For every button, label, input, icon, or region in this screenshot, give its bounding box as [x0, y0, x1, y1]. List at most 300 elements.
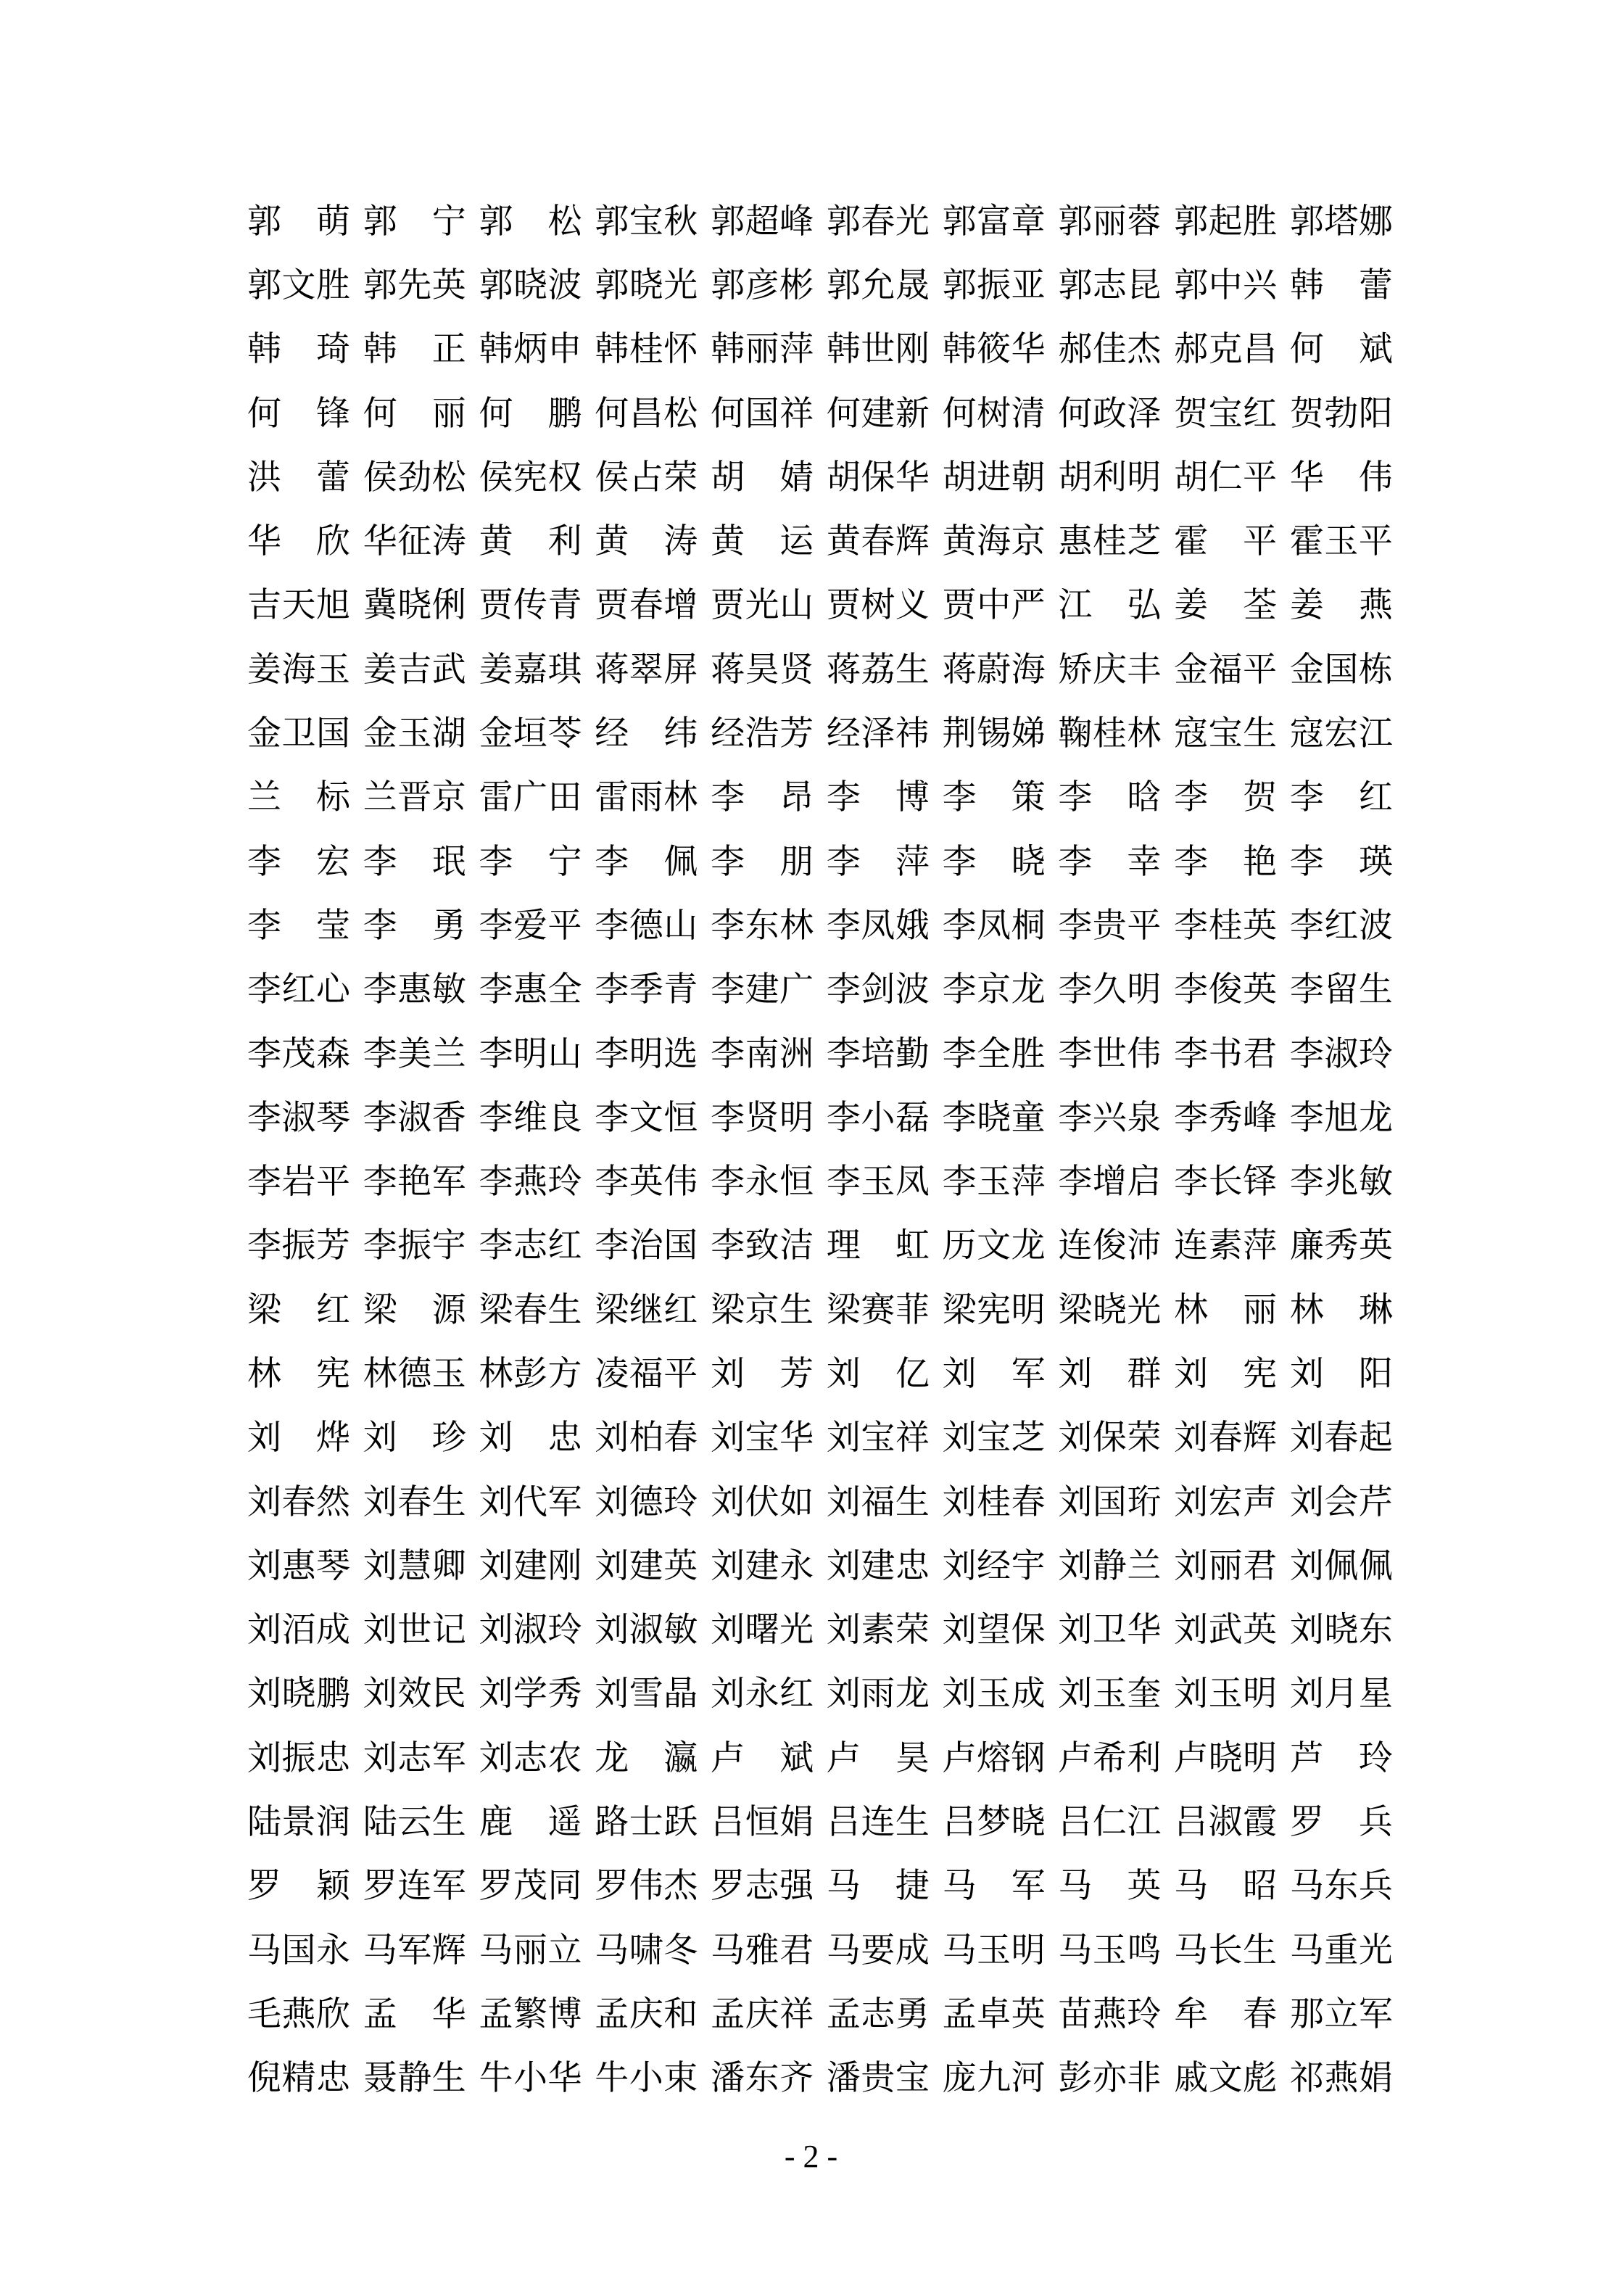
name-row: [247, 894, 1393, 958]
person-name: 毛 燕 欣: [247, 1995, 350, 2033]
person-name: 刘 振 忠: [247, 1739, 350, 1777]
person-name: 牟 春: [1174, 1995, 1278, 2033]
person-name: 李 明 选: [595, 1035, 698, 1073]
person-name: 罗 志 强: [711, 1867, 814, 1906]
person-name: 孟 繁 博: [479, 1995, 582, 2033]
person-name: 贺 勃 阳: [1289, 395, 1393, 433]
person-name: 吕 仁 江: [1058, 1804, 1162, 1842]
person-name: 荆 锡 娣: [942, 715, 1046, 753]
person-name: 金 国 栋: [1289, 651, 1393, 689]
name-row: [247, 959, 1393, 1023]
person-name: 韩 桂 怀: [595, 331, 698, 369]
person-name: 潘 贵 宝: [826, 2060, 930, 2098]
person-name: 李 永 恒: [711, 1163, 814, 1202]
name-row: [247, 1023, 1393, 1086]
person-name: 李 萍: [826, 843, 930, 881]
person-name: 刘 建 英: [595, 1547, 698, 1585]
name-row: [247, 1535, 1393, 1598]
person-name: 刘 志 农: [479, 1739, 582, 1777]
person-name: 卢 熔 钢: [942, 1739, 1046, 1777]
person-name: 刘 惠 琴: [247, 1547, 350, 1585]
person-name: 马 雅 君: [711, 1931, 814, 1970]
person-name: 李 艳: [1174, 843, 1278, 881]
person-name: 黄 海 京: [942, 523, 1046, 561]
person-name: 霍 平: [1174, 523, 1278, 561]
person-name: 刘 会 芹: [1289, 1483, 1393, 1521]
person-name: 刘 宝 祥: [826, 1419, 930, 1458]
person-name: 吕 淑 霞: [1174, 1804, 1278, 1842]
person-name: 刘 宏 声: [1174, 1483, 1278, 1521]
person-name: 梁 春 生: [479, 1291, 582, 1329]
person-name: 连 素 萍: [1174, 1227, 1278, 1265]
name-row: [247, 702, 1393, 766]
person-name: 李 季 青: [595, 971, 698, 1009]
person-name: 刘 春 起: [1289, 1419, 1393, 1458]
person-name: 戚 文 彪: [1174, 2060, 1278, 2098]
name-row: [247, 1791, 1393, 1854]
person-name: 牛 小 华: [479, 2060, 582, 2098]
person-name: 刘 玉 成: [942, 1675, 1046, 1714]
name-grid: [247, 190, 1393, 2111]
person-name: 李 茂 森: [247, 1035, 350, 1073]
person-name: 刘 丽 君: [1174, 1547, 1278, 1585]
person-name: 李 世 伟: [1058, 1035, 1162, 1073]
person-name: 贾 传 青: [479, 587, 582, 625]
person-name: 刘 素 荣: [826, 1611, 930, 1650]
person-name: 金 福 平: [1174, 651, 1278, 689]
person-name: 刘 望 保: [942, 1611, 1046, 1650]
person-name: 李 久 明: [1058, 971, 1162, 1009]
person-name: 刘 伏 如: [711, 1483, 814, 1521]
person-name: 卢 昊: [826, 1739, 930, 1777]
person-name: 马 啸 冬: [595, 1931, 698, 1970]
person-name: 梁 赛 菲: [826, 1291, 930, 1329]
person-name: 冀 晓 俐: [363, 587, 466, 625]
person-name: 刘 学 秀: [479, 1675, 582, 1714]
person-name: 李 小 磊: [826, 1099, 930, 1137]
person-name: 郭 起 胜: [1174, 202, 1278, 241]
person-name: 李 惠 敏: [363, 971, 466, 1009]
person-name: 刘 代 军: [479, 1483, 582, 1521]
person-name: 李 晓 童: [942, 1099, 1046, 1137]
person-name: 蒋 昊 贤: [711, 651, 814, 689]
person-name: 蒋 蔚 海: [942, 651, 1046, 689]
person-name: 经 纬: [595, 715, 698, 753]
name-row: [247, 1599, 1393, 1663]
person-name: 刘 建 刚: [479, 1547, 582, 1585]
person-name: 刘 保 荣: [1058, 1419, 1162, 1458]
person-name: 贾 中 严: [942, 587, 1046, 625]
person-name: 何 树 清: [942, 395, 1046, 433]
person-name: 雷 雨 林: [595, 779, 698, 817]
person-name: 李 振 宇: [363, 1227, 466, 1265]
name-row: [247, 382, 1393, 446]
person-name: 马 玉 鸣: [1058, 1931, 1162, 1970]
person-name: 刘 宪: [1174, 1355, 1278, 1393]
person-name: 惠 桂 芝: [1058, 523, 1162, 561]
person-name: 刘 雪 晶: [595, 1675, 698, 1714]
person-name: 郭 振 亚: [942, 266, 1046, 305]
person-name: 郭 宁: [363, 202, 466, 241]
person-name: 韩 筱 华: [942, 331, 1046, 369]
person-name: 刘 群: [1058, 1355, 1162, 1393]
person-name: 华 欣: [247, 523, 350, 561]
person-name: 贾 树 义: [826, 587, 930, 625]
person-name: 李 燕 玲: [479, 1163, 582, 1202]
person-name: 李 昂: [711, 779, 814, 817]
person-name: 刘 春 然: [247, 1483, 350, 1521]
person-name: 韩 炳 申: [479, 331, 582, 369]
person-name: 李 德 山: [595, 907, 698, 945]
person-name: 李 兆 敏: [1289, 1163, 1393, 1202]
person-name: 韩 丽 萍: [711, 331, 814, 369]
person-name: 黄 涛: [595, 523, 698, 561]
person-name: 刘 静 兰: [1058, 1547, 1162, 1585]
person-name: 庞 九 河: [942, 2060, 1046, 2098]
person-name: 黄 利: [479, 523, 582, 561]
person-name: 马 国 永: [247, 1931, 350, 1970]
person-name: 兰 标: [247, 779, 350, 817]
person-name: 刘 忠: [479, 1419, 582, 1458]
person-name: 林 琳: [1289, 1291, 1393, 1329]
person-name: 马 东 兵: [1289, 1867, 1393, 1906]
person-name: 韩 蕾: [1289, 266, 1393, 305]
person-name: 兰 晋 京: [363, 779, 466, 817]
person-name: 李 淑 琴: [247, 1099, 350, 1137]
name-row: [247, 638, 1393, 702]
person-name: 卢 斌: [711, 1739, 814, 1777]
person-name: 郭 彦 彬: [711, 266, 814, 305]
name-row: [247, 1919, 1393, 1983]
person-name: 李 淑 香: [363, 1099, 466, 1137]
name-row: [247, 254, 1393, 318]
name-row: [247, 2047, 1393, 2111]
name-row: [247, 574, 1393, 638]
person-name: 马 重 光: [1289, 1931, 1393, 1970]
person-name: 马 长 生: [1174, 1931, 1278, 1970]
person-name: 刘 效 民: [363, 1675, 466, 1714]
person-name: 李 博: [826, 779, 930, 817]
person-name: 李 全 胜: [942, 1035, 1046, 1073]
person-name: 马 军: [942, 1867, 1046, 1906]
person-name: 李 留 生: [1289, 971, 1393, 1009]
person-name: 何 锋: [247, 395, 350, 433]
person-name: 郭 富 章: [942, 202, 1046, 241]
person-name: 刘 军: [942, 1355, 1046, 1393]
person-name: 马 玉 明: [942, 1931, 1046, 1970]
person-name: 鞠 桂 林: [1058, 715, 1162, 753]
person-name: 孟 华: [363, 1995, 466, 2033]
person-name: 李 爱 平: [479, 907, 582, 945]
page-number: - 2 -: [784, 2139, 838, 2174]
name-row: [247, 767, 1393, 830]
person-name: 马 捷: [826, 1867, 930, 1906]
person-name: 孟 志 勇: [826, 1995, 930, 2033]
person-name: 林 宪: [247, 1355, 350, 1393]
name-row: [247, 1471, 1393, 1535]
person-name: 胡 保 华: [826, 458, 930, 497]
person-name: 廉 秀 英: [1289, 1227, 1393, 1265]
person-name: 蒋 荔 生: [826, 651, 930, 689]
person-name: 李 惠 全: [479, 971, 582, 1009]
person-name: 李 培 勤: [826, 1035, 930, 1073]
person-name: 刘 晓 鹏: [247, 1675, 350, 1714]
person-name: 李 宏: [247, 843, 350, 881]
person-name: 吕 恒 娟: [711, 1804, 814, 1842]
person-name: 刘 芳: [711, 1355, 814, 1393]
person-name: 侯 劲 松: [363, 458, 466, 497]
person-name: 李 贺: [1174, 779, 1278, 817]
person-name: 李 红: [1289, 779, 1393, 817]
person-name: 李 书 君: [1174, 1035, 1278, 1073]
person-name: 连 俊 沛: [1058, 1227, 1162, 1265]
person-name: 郭 春 光: [826, 202, 930, 241]
person-name: 李 凤 桐: [942, 907, 1046, 945]
person-name: 刘 玉 奎: [1058, 1675, 1162, 1714]
person-name: 何 政 泽: [1058, 395, 1162, 433]
person-name: 郭 文 胜: [247, 266, 350, 305]
person-name: 李 玉 萍: [942, 1163, 1046, 1202]
person-name: 李 莹: [247, 907, 350, 945]
person-name: 李 玉 凤: [826, 1163, 930, 1202]
person-name: 李 晓: [942, 843, 1046, 881]
person-name: 李 珉: [363, 843, 466, 881]
person-name: 胡 进 朝: [942, 458, 1046, 497]
person-name: 李 致 洁: [711, 1227, 814, 1265]
person-name: 李 维 良: [479, 1099, 582, 1137]
name-row: [247, 1342, 1393, 1406]
person-name: 何 昌 松: [595, 395, 698, 433]
person-name: 李 贤 明: [711, 1099, 814, 1137]
person-name: 郭 志 昆: [1058, 266, 1162, 305]
person-name: 刘 珍: [363, 1419, 466, 1458]
name-row: [247, 1279, 1393, 1342]
person-name: 马 军 辉: [363, 1931, 466, 1970]
person-name: 刘 雨 龙: [826, 1675, 930, 1714]
person-name: 郭 中 兴: [1174, 266, 1278, 305]
person-name: 刘 佩 佩: [1289, 1547, 1393, 1585]
name-row: [247, 1150, 1393, 1214]
person-name: 李 朋: [711, 843, 814, 881]
name-row: [247, 1727, 1393, 1791]
person-name: 马 英: [1058, 1867, 1162, 1906]
person-name: 李 治 国: [595, 1227, 698, 1265]
person-name: 姜 嘉 琪: [479, 651, 582, 689]
person-name: 刘 经 宇: [942, 1547, 1046, 1585]
person-name: 郝 克 昌: [1174, 331, 1278, 369]
person-name: 李 佩: [595, 843, 698, 881]
person-name: 李 晗: [1058, 779, 1162, 817]
person-name: 梁 京 生: [711, 1291, 814, 1329]
name-row: [247, 1215, 1393, 1279]
person-name: 刘 玉 明: [1174, 1675, 1278, 1714]
person-name: 吕 梦 晓: [942, 1804, 1046, 1842]
person-name: 刘 国 珩: [1058, 1483, 1162, 1521]
person-name: 何 建 新: [826, 395, 930, 433]
person-name: 卢 晓 明: [1174, 1739, 1278, 1777]
person-name: 姜 燕: [1289, 587, 1393, 625]
person-name: 李 幸: [1058, 843, 1162, 881]
person-name: 李 凤 娥: [826, 907, 930, 945]
person-name: 郭 允 晟: [826, 266, 930, 305]
person-name: 牛 小 束: [595, 2060, 698, 2098]
person-name: 林 丽: [1174, 1291, 1278, 1329]
person-name: 刘 宝 华: [711, 1419, 814, 1458]
person-name: 祁 燕 娟: [1289, 2060, 1393, 2098]
person-name: 李 宁: [479, 843, 582, 881]
person-name: 聂 静 生: [363, 2060, 466, 2098]
person-name: 刘 德 玲: [595, 1483, 698, 1521]
person-name: 马 要 成: [826, 1931, 930, 1970]
person-name: 华 伟: [1289, 458, 1393, 497]
person-name: 侯 宪 权: [479, 458, 582, 497]
person-name: 梁 宪 明: [942, 1291, 1046, 1329]
person-name: 李 剑 波: [826, 971, 930, 1009]
person-name: 李 英 伟: [595, 1163, 698, 1202]
person-name: 郭 超 峰: [711, 202, 814, 241]
person-name: 李 志 红: [479, 1227, 582, 1265]
person-name: 郭 塔 娜: [1289, 202, 1393, 241]
person-name: 梁 源: [363, 1291, 466, 1329]
person-name: 刘 淑 玲: [479, 1611, 582, 1650]
person-name: 李 兴 泉: [1058, 1099, 1162, 1137]
person-name: 寇 宏 江: [1289, 715, 1393, 753]
person-name: 郭 先 英: [363, 266, 466, 305]
person-name: 李 长 铎: [1174, 1163, 1278, 1202]
person-name: 金 玉 湖: [363, 715, 466, 753]
person-name: 韩 世 刚: [826, 331, 930, 369]
person-name: 刘 桂 春: [942, 1483, 1046, 1521]
person-name: 梁 继 红: [595, 1291, 698, 1329]
person-name: 刘 卫 华: [1058, 1611, 1162, 1650]
person-name: 吉 天 旭: [247, 587, 350, 625]
person-name: 刘 洦 成: [247, 1611, 350, 1650]
name-row: [247, 1086, 1393, 1150]
person-name: 李 桂 英: [1174, 907, 1278, 945]
person-name: 那 立 军: [1289, 1995, 1393, 2033]
person-name: 何 鹏: [479, 395, 582, 433]
person-name: 罗 茂 同: [479, 1867, 582, 1906]
person-name: 李 文 恒: [595, 1099, 698, 1137]
person-name: 刘 世 记: [363, 1611, 466, 1650]
person-name: 刘 阳: [1289, 1355, 1393, 1393]
person-name: 彭 亦 非: [1058, 2060, 1162, 2098]
person-name: 李 瑛: [1289, 843, 1393, 881]
person-name: 李 勇: [363, 907, 466, 945]
person-name: 李 岩 平: [247, 1163, 350, 1202]
person-name: 刘 福 生: [826, 1483, 930, 1521]
person-name: 李 艳 军: [363, 1163, 466, 1202]
person-name: 李 旭 龙: [1289, 1099, 1393, 1137]
person-name: 金 卫 国: [247, 715, 350, 753]
person-name: 黄 春 辉: [826, 523, 930, 561]
person-name: 刘 月 星: [1289, 1675, 1393, 1714]
person-name: 郭 宝 秋: [595, 202, 698, 241]
name-row: [247, 318, 1393, 382]
person-name: 历 文 龙: [942, 1227, 1046, 1265]
person-name: 刘 春 生: [363, 1483, 466, 1521]
person-name: 路 士 跃: [595, 1804, 698, 1842]
name-row: [247, 830, 1393, 894]
person-name: 矫 庆 丰: [1058, 651, 1162, 689]
name-row: [247, 1663, 1393, 1727]
person-name: 刘 亿: [826, 1355, 930, 1393]
person-name: 李 秀 峰: [1174, 1099, 1278, 1137]
person-name: 苗 燕 玲: [1058, 1995, 1162, 2033]
person-name: 江 弘: [1058, 587, 1162, 625]
person-name: 李 京 龙: [942, 971, 1046, 1009]
person-name: 郭 晓 光: [595, 266, 698, 305]
person-name: 李 贵 平: [1058, 907, 1162, 945]
person-name: 何 斌: [1289, 331, 1393, 369]
person-name: 孟 庆 和: [595, 1995, 698, 2033]
person-name: 姜 海 玉: [247, 651, 350, 689]
person-name: 李 东 林: [711, 907, 814, 945]
person-name: 马 昭: [1174, 1867, 1278, 1906]
person-name: 华 征 涛: [363, 523, 466, 561]
person-name: 李 振 芳: [247, 1227, 350, 1265]
name-row: [247, 1983, 1393, 2047]
person-name: 罗 伟 杰: [595, 1867, 698, 1906]
person-name: 经 泽 祎: [826, 715, 930, 753]
name-row: [247, 190, 1393, 254]
person-name: 姜 吉 武: [363, 651, 466, 689]
name-row: [247, 1407, 1393, 1471]
person-name: 刘 志 军: [363, 1739, 466, 1777]
person-name: 卢 希 利: [1058, 1739, 1162, 1777]
person-name: 李 策: [942, 779, 1046, 817]
person-name: 韩 琦: [247, 331, 350, 369]
person-name: 郭 丽 蓉: [1058, 202, 1162, 241]
person-name: 李 红 心: [247, 971, 350, 1009]
person-name: 梁 红: [247, 1291, 350, 1329]
person-name: 李 淑 玲: [1289, 1035, 1393, 1073]
person-name: 龙 瀛: [595, 1739, 698, 1777]
person-name: 潘 东 齐: [711, 2060, 814, 2098]
person-name: 刘 烨: [247, 1419, 350, 1458]
person-name: 刘 慧 卿: [363, 1547, 466, 1585]
person-name: 寇 宝 生: [1174, 715, 1278, 753]
person-name: 孟 卓 英: [942, 1995, 1046, 2033]
person-name: 何 丽: [363, 395, 466, 433]
person-name: 李 建 广: [711, 971, 814, 1009]
person-name: 刘 建 忠: [826, 1547, 930, 1585]
person-name: 雷 广 田: [479, 779, 582, 817]
person-name: 陆 景 润: [247, 1804, 350, 1842]
person-name: 凌 福 平: [595, 1355, 698, 1393]
person-name: 郭 晓 波: [479, 266, 582, 305]
person-name: 陆 云 生: [363, 1804, 466, 1842]
person-name: 李 俊 英: [1174, 971, 1278, 1009]
person-name: 霍 玉 平: [1289, 523, 1393, 561]
name-row: [247, 446, 1393, 510]
person-name: 罗 颖: [247, 1867, 350, 1906]
person-name: 刘 柏 春: [595, 1419, 698, 1458]
person-name: 林 彭 方: [479, 1355, 582, 1393]
person-name: 理 虹: [826, 1227, 930, 1265]
person-name: 胡 利 明: [1058, 458, 1162, 497]
person-name: 金 垣 苓: [479, 715, 582, 753]
person-name: 马 丽 立: [479, 1931, 582, 1970]
person-name: 贺 宝 红: [1174, 395, 1278, 433]
person-name: 刘 春 辉: [1174, 1419, 1278, 1458]
person-name: 林 德 玉: [363, 1355, 466, 1393]
person-name: 刘 建 永: [711, 1547, 814, 1585]
person-name: 韩 正: [363, 331, 466, 369]
person-name: 李 红 波: [1289, 907, 1393, 945]
person-name: 黄 运: [711, 523, 814, 561]
person-name: 蒋 翠 屏: [595, 651, 698, 689]
